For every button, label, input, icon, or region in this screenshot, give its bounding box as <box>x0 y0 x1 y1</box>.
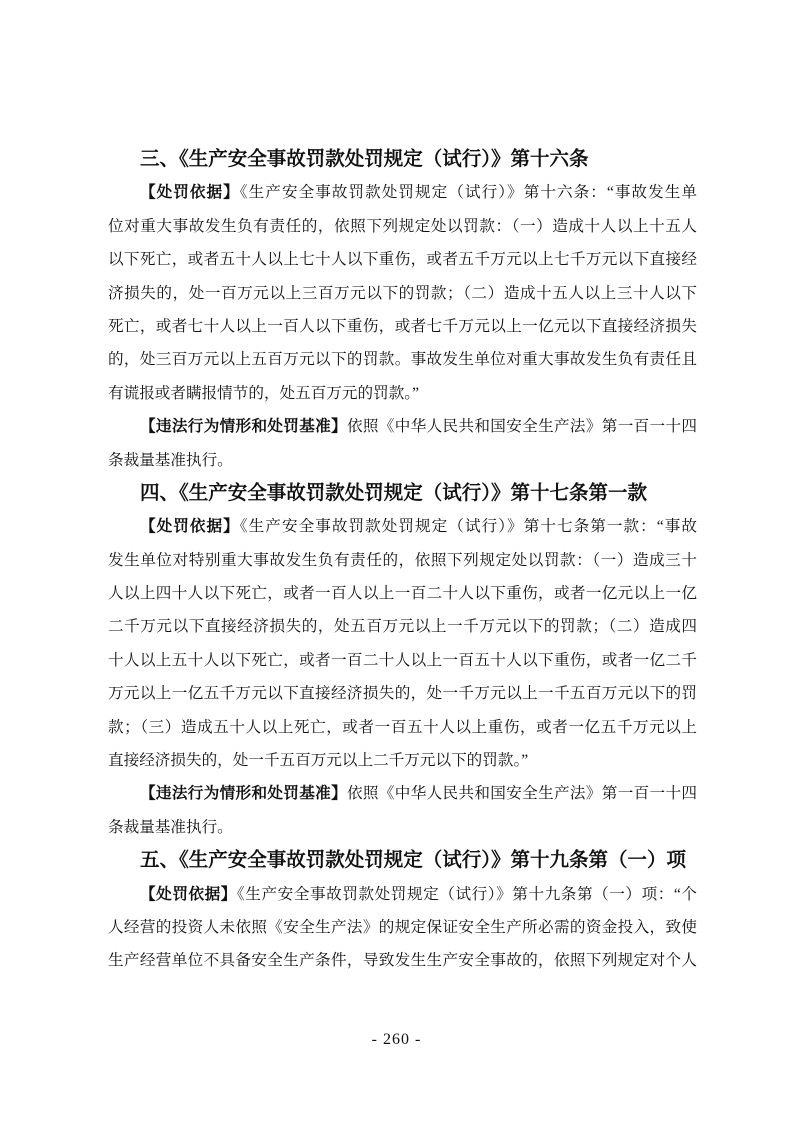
basis-label: 【处罚依据】 <box>140 518 240 536</box>
paragraph-line <box>108 410 697 443</box>
paragraph-line: 直接经济损失的，处一千五百万元以上二千万元以下的罚款。” <box>108 752 529 770</box>
paragraph-line: 二千万元以下直接经济损失的，处五百万元以上一千万元以下的罚款；（二）造成四 <box>108 618 697 636</box>
paragraph-line: 人经营的投资人未依照《安全生产法》的规定保证安全生产所必需的资金投入，致使 <box>108 918 697 936</box>
page-number: - 260 - <box>371 1031 422 1048</box>
paragraph-text: 依照《中华人民共和国安全生产法》第一百一十四 <box>347 418 697 436</box>
basis-label: 【处罚依据】 <box>140 184 240 202</box>
basis-label: 【处罚依据】 <box>140 885 237 903</box>
section-heading: 五、《生产安全事故罚款处罚规定（试行）》第十九条第（一）项 <box>140 850 687 872</box>
paragraph-line: 济损失的，处一百万元以上三百万元以下的罚款；（二）造成十五人以上三十人以下 <box>108 284 697 302</box>
paragraph-line: 以下死亡，或者五十人以上七十人以下重伤，或者五千万元以上七千万元以下直接经 <box>108 251 697 269</box>
criteria-label: 【违法行为情形和处罚基准】 <box>140 418 347 436</box>
paragraph-line: 发生单位对特别重大事故发生负有责任的，依照下列规定处以罚款：（一）造成三十 <box>108 551 697 569</box>
paragraph-line <box>108 176 697 209</box>
paragraph-text: 《生产安全事故罚款处罚规定（试行）》第十七条第一款：“事故 <box>239 518 697 536</box>
paragraph-line: 人以上四十人以下死亡，或者一百人以上一百二十人以下重伤，或者一亿元以上一亿 <box>108 585 697 603</box>
paragraph-line: 款；（三）造成五十人以上死亡，或者一百五十人以上重伤，或者一亿五千万元以上 <box>108 718 697 736</box>
paragraph-line: 十人以上五十人以下死亡，或者一百二十人以上一百五十人以下重伤，或者一亿二千 <box>108 651 697 669</box>
paragraph-text: 《生产安全事故罚款处罚规定（试行）》第十九条第（一）项：“个 <box>236 885 697 903</box>
paragraph-line: 条裁量基准执行。 <box>108 451 233 469</box>
paragraph-line: 死亡，或者七十人以上一百人以下重伤，或者七千万元以上一亿元以下直接经济损失 <box>108 317 697 335</box>
paragraph-line: 生产经营单位不具备安全生产条件，导致发生生产安全事故的，依照下列规定对个人 <box>108 952 697 970</box>
paragraph-text: 《生产安全事故罚款处罚规定（试行）》第十六条：“事故发生单 <box>239 184 697 202</box>
section-heading: 四、《生产安全事故罚款处罚规定（试行）》第十七条第一款 <box>140 482 648 504</box>
paragraph-line <box>108 777 697 810</box>
paragraph-line: 位对重大事故发生负有责任的，依照下列规定处以罚款：（一）造成十人以上十五人 <box>108 217 697 235</box>
criteria-label: 【违法行为情形和处罚基准】 <box>140 785 347 803</box>
paragraph-line: 的，处三百万元以上五百万元以下的罚款。事故发生单位对重大事故发生负有责任且 <box>108 351 697 369</box>
paragraph-line: 条裁量基准执行。 <box>108 818 233 836</box>
document-body <box>108 143 697 978</box>
paragraph-line: 有谎报或者瞒报情节的，处五百万元的罚款。” <box>108 384 419 402</box>
paragraph-line <box>108 510 697 543</box>
paragraph-text: 依照《中华人民共和国安全生产法》第一百一十四 <box>347 785 697 803</box>
paragraph-line <box>108 878 697 911</box>
section-heading: 三、《生产安全事故罚款处罚规定（试行）》第十六条 <box>140 149 589 170</box>
paragraph-line: 万元以上一亿五千万元以下直接经济损失的，处一千万元以上一千五百万元以下的罚 <box>108 685 697 703</box>
